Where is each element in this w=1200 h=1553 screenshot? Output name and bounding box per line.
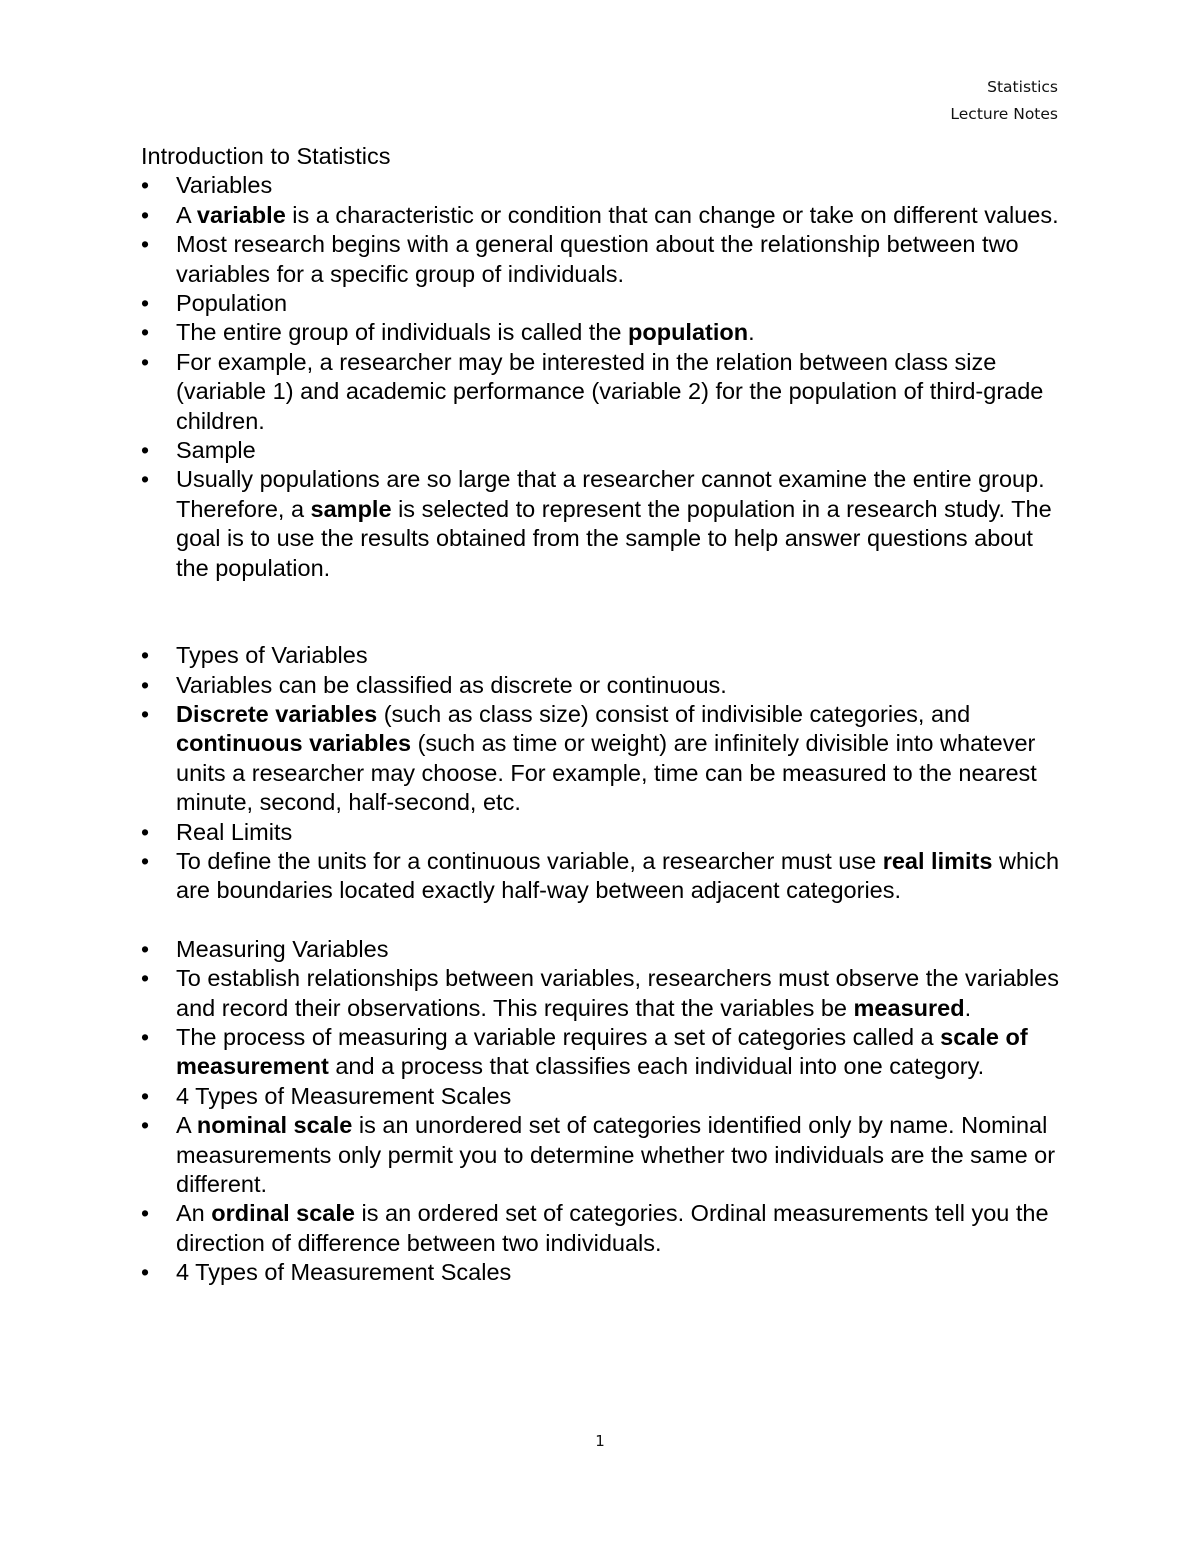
list-item — [141, 436, 1071, 465]
term-variable: variable — [196, 201, 286, 228]
item-text: For example, a researcher may be interested in the relation between class size (variable 1) and academic performance (variable 2) for the population of third-grade children. — [176, 348, 1044, 434]
list-item: • An ordinal scale is an ordered set of categories. Ordinal measurements tell you the direction of difference between two individuals. — [141, 1199, 1071, 1258]
item-text: Real Limits — [176, 818, 293, 845]
list-item: • The entire group of individuals is called the population. — [141, 318, 1071, 347]
bullet-list-introduction — [141, 171, 1071, 583]
list-item — [141, 230, 1071, 289]
term-nominal-scale: nominal scale — [196, 1112, 353, 1139]
item-text: Sample — [176, 437, 256, 464]
item-text: Variables — [176, 172, 273, 199]
item-text: Most research begins with a general question about the relationship between two variables for a specific group of individuals. — [176, 231, 1019, 287]
bullet-list-measuring-variables — [141, 935, 1071, 1288]
header-subtitle: Lecture Notes — [950, 105, 1058, 123]
term-ordinal-scale: ordinal scale — [211, 1200, 355, 1227]
section-spacer — [141, 583, 1071, 641]
item-text: Variables can be classified as discrete or continuous. — [176, 671, 727, 698]
section-spacer — [141, 906, 1071, 935]
document-title: Introduction to Statistics — [141, 143, 391, 169]
term-population: population — [628, 319, 749, 346]
term-scale-of-measurement: scale of measurement — [176, 1023, 1028, 1080]
list-item: • To establish relationships between variables, researchers must observe the variables and record their observations. This requires that the variables be measured. — [141, 964, 1071, 1023]
list-item — [141, 641, 1071, 670]
item-text: 4 Types of Measurement Scales — [176, 1082, 512, 1109]
list-item: • To define the units for a continuous variable, a researcher must use real limits which are boundaries located exactly half-way between adjacent categories. — [141, 847, 1071, 906]
page-header — [950, 74, 1058, 128]
page-number: 1 — [595, 1432, 605, 1450]
list-item — [141, 935, 1071, 964]
term-sample: sample — [310, 495, 392, 522]
document-body — [141, 142, 1071, 1288]
list-item: • A nominal scale is an unordered set of categories identified only by name. Nominal measurements only permit you to determine whether two individuals are the same or different. — [141, 1111, 1071, 1199]
list-item — [141, 818, 1071, 847]
list-item — [141, 171, 1071, 200]
term-real-limits: real limits — [882, 847, 993, 874]
list-item: • Discrete variables (such as class size) consist of indivisible categories, and continuous variables (such as time or weight) are infinitely divisible into whatever units a researcher may choose. For example, time can be measured to the nearest minute, second, half-second, etc. — [141, 700, 1071, 818]
list-item — [141, 289, 1071, 318]
list-item — [141, 671, 1071, 700]
list-item — [141, 348, 1071, 436]
term-measured: measured — [853, 994, 965, 1021]
item-text: Population — [176, 290, 288, 317]
term-continuous-variables: continuous variables — [176, 730, 412, 757]
item-text: Types of Variables — [176, 642, 368, 669]
list-item — [141, 1258, 1071, 1287]
term-discrete-variables: Discrete variables — [176, 700, 378, 727]
item-text: 4 Types of Measurement Scales — [176, 1259, 512, 1286]
item-text: Measuring Variables — [176, 935, 389, 962]
header-course-title: Statistics — [987, 78, 1058, 96]
bullet-list-types-of-variables — [141, 641, 1071, 906]
list-item — [141, 1082, 1071, 1111]
list-item: • The process of measuring a variable requires a set of categories called a scale of measurement and a process that classifies each individual into one category. — [141, 1023, 1071, 1082]
list-item: • Usually populations are so large that a researcher cannot examine the entire group. Therefore, a sample is selected to represent the population in a research study. The goal is to use the results obtained from the sample to help answer questions about the population. — [141, 465, 1071, 583]
list-item: • A variable is a characteristic or condition that can change or take on different values. — [141, 201, 1071, 230]
